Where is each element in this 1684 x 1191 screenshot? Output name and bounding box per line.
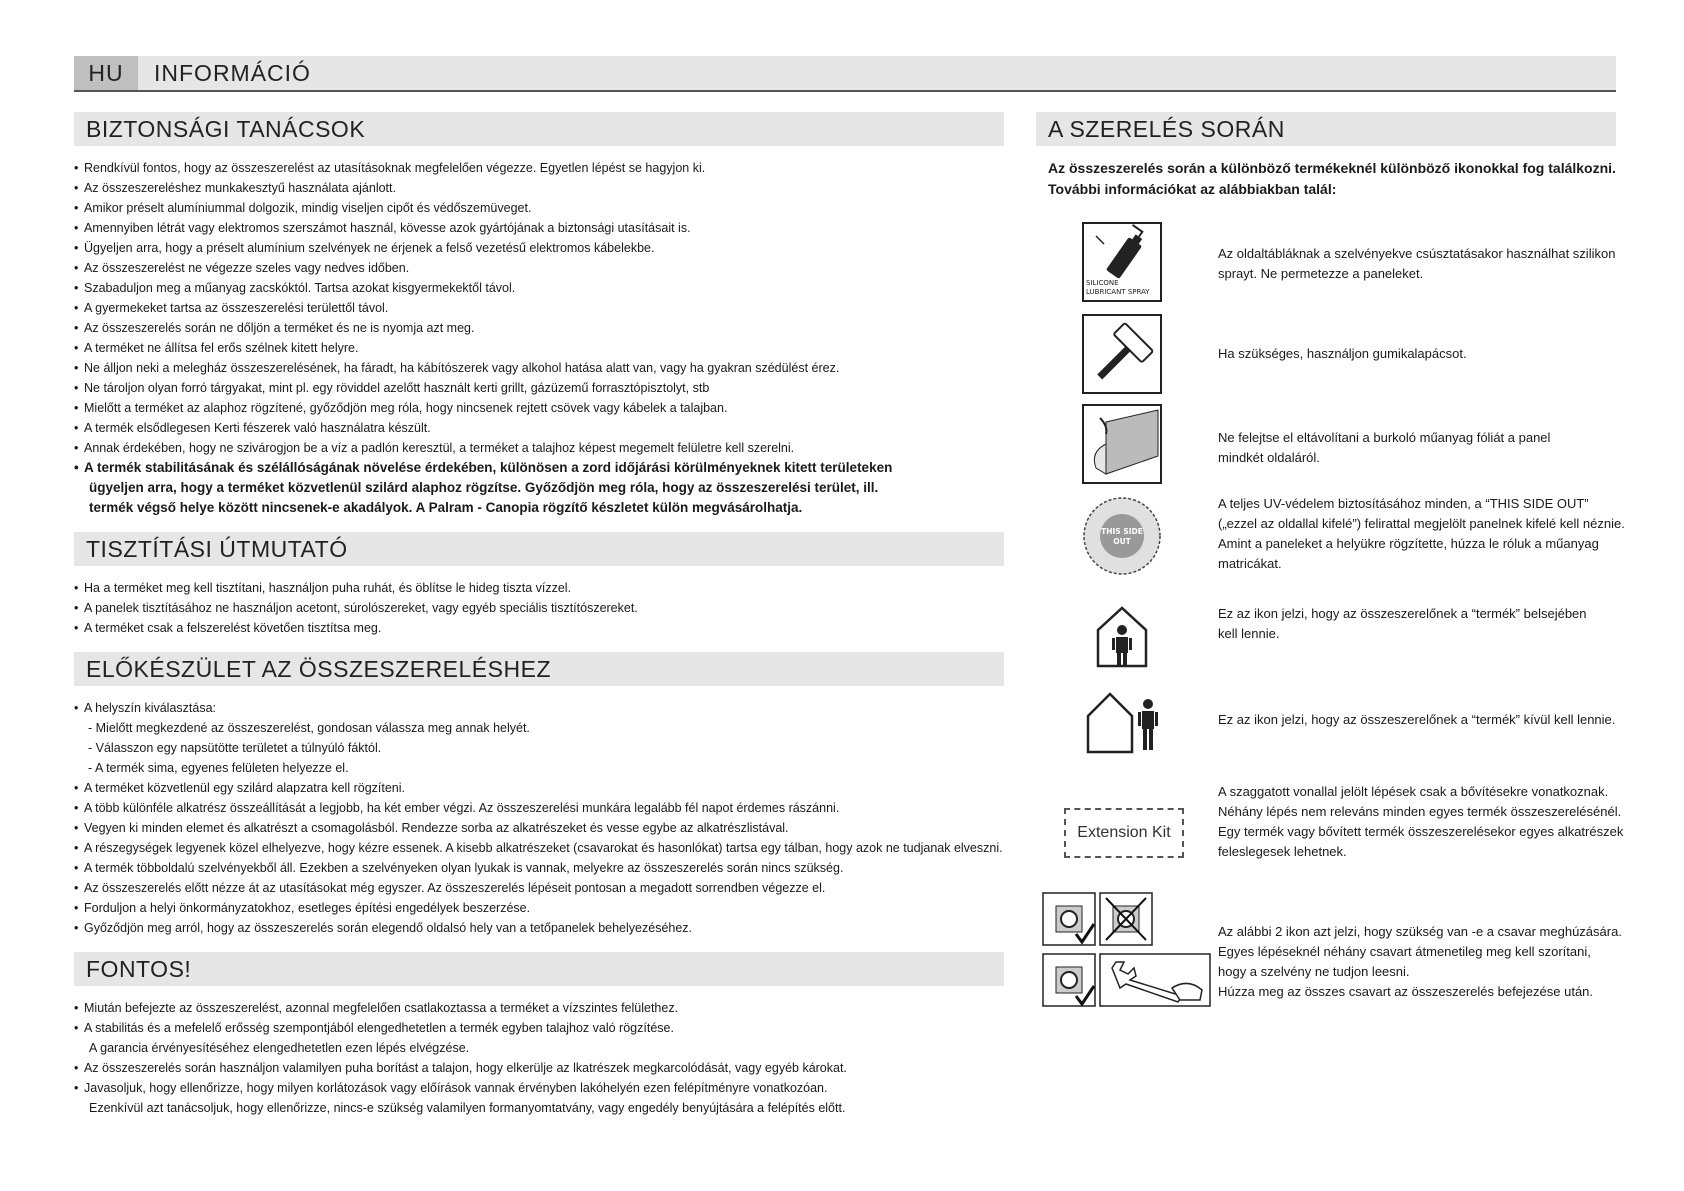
silicone-spray-icon [1082,222,1162,302]
spray-label: LUBRICANT SPRAY [1086,288,1150,296]
description-line: („ezzel az oldallal kifelé”) felirattal megjelölt panelnek kifelé kell néznie. [1218,516,1625,531]
page-header [74,56,1616,92]
icon-description [1218,244,1618,284]
description-line: kell lennie. [1218,626,1280,641]
cleaning-list [74,578,1004,638]
bold-list-item: • A termék stabilitásának és szélállóságának növelése érdekében, különösen a zord időjárási körülményeknek kitett területeken [74,458,1004,478]
list-item: • Amennyiben létrát vagy elektromos szerszámot használ, kövesse azok gyártójának a biztonsági utasításait is. [74,218,1004,238]
section-title-assembly: A SZERELÉS SORÁN [1036,112,1616,146]
safety-list [74,158,1004,518]
list-item: • Az összeszerelést ne végezze szeles vagy nedves időben. [74,258,1004,278]
extension-kit-label: Extension Kit [1077,824,1171,841]
list-item: • Mielőtt a terméket az alaphoz rögzítené, győződjön meg róla, hogy nincsenek rejtett csövek vagy kábelek a talajban. [74,398,1004,418]
page-title: INFORMÁCIÓ [154,60,311,86]
important-list [74,998,1004,1118]
list-item: • A több különféle alkatrész összeállítását a legjobb, ha két ember végzi. Az összeszerelési munkára legalább fél napot érdemes rászánni. [74,798,1004,818]
description-line: Néhány lépés nem releváns minden egyes termék összeszerelésénél. [1218,804,1622,819]
description-line: Az alábbi 2 ikon azt jelzi, hogy szükség van -e a csavar meghúzására. [1218,924,1622,939]
list-item: • Az összeszerelés során ne dőljön a terméket és ne is nyomja azt meg. [74,318,1004,338]
description-line: Ez az ikon jelzi, hogy az összeszerelőnek a “termék” belsejében [1218,606,1587,621]
description-line: Amint a paneleket a helyükre rögzítette, húzza le róluk a műanyag [1218,536,1599,551]
language-code: HU [74,56,138,90]
this-side-out-icon [1082,496,1162,576]
person-inside-icon [1082,600,1162,680]
icon-description [1218,428,1618,468]
description-line: Az oldaltábláknak a szelvényekve csúsztatásakor használhat szilikon [1218,246,1616,261]
description-line: hogy a szelvény ne tudjon leesni. [1218,964,1410,979]
description-line: Ha szükséges, használjon gumikalapácsot. [1218,346,1467,361]
list-item: • Javasoljuk, hogy ellenőrizze, hogy milyen korlátozások vagy előírások vannak érvényben lakóhelyén ezen felépítményre vonatkozóan. [74,1078,1004,1098]
list-item: • Forduljon a helyi önkormányzatokhoz, esetleges építési engedélyek beszerzése. [74,898,1004,918]
icon-description [1218,782,1624,862]
sub-list-item: - Mielőtt megkezdené az összeszerelést, gondosan válassza meg annak helyét. [88,721,530,735]
section-title-cleaning: TISZTÍTÁSI ÚTMUTATÓ [74,532,1004,566]
sub-list-item: - Válasszon egy napsütötte területet a túlnyúló fáktól. [88,741,382,755]
intro-line: Az összeszerelés során a különböző termékeknél különböző ikonokkal fog találkozni. [1048,160,1616,176]
left-column [74,112,1004,1132]
sub-list-item: - A termék sima, egyenes felületen helyezze el. [88,761,349,775]
icon-description [1218,922,1622,1002]
section-title-important: FONTOS! [74,952,1004,986]
list-item: • Ügyeljen arra, hogy a préselt alumínium szelvények ne érjenek a felső vezetésű elektromos kábelekbe. [74,238,1004,258]
list-item: • A terméket ne állítsa fel erős szélnek kitett helyre. [74,338,1004,358]
icon-description [1218,710,1618,730]
list-item: • A panelek tisztításához ne használjon acetont, súrolószereket, vagy egyéb speciális tisztítószereket. [74,598,1004,618]
list-item: • Ne álljon neki a melegház összeszerelésének, ha fáradt, ha kábítószerek vagy alkohol hatása alatt van, vagy ha gyakran szédülést érez. [74,358,1004,378]
list-item: • Miután befejezte az összeszerelést, azonnal megfelelően csatlakoztassa a terméket a vízszintes felülethez. [74,998,1004,1018]
description-line: feleslegesek lehetnek. [1218,844,1347,859]
spray-label: SILICONE [1086,279,1119,287]
bold-continuation-line: termék végső helye között nincsenek-e akadályok. A Palram - Canopia rögzítő készletet külön megvásárolhatja. [89,500,803,515]
description-line: Ez az ikon jelzi, hogy az összeszerelőnek a “termék” kívül kell lennie. [1218,712,1616,727]
preparation-list [74,698,1004,938]
list-item: • A helyszín kiválasztása: [74,698,1004,718]
list-item: • Annak érdekében, hogy ne szivárogjon be a víz a padlón keresztül, a terméket a talajhoz képest megemelt felületre kell szerelni. [74,438,1004,458]
screw-tightening-icon [1042,892,1212,1008]
list-item: • Szabaduljon meg a műanyag zacskóktól. Tartsa azokat kisgyermekektől távol. [74,278,1004,298]
right-column [1036,112,1625,999]
list-item: • Ha a terméket meg kell tisztítani, használjon puha ruhát, és öblítse le hideg tiszta vízzel. [74,578,1004,598]
list-item: • Győződjön meg arról, hogy az összeszerelés során elegendő oldalsó hely van a tetőpanelek behelyezéséhez. [74,918,1004,938]
description-line: sprayt. Ne permetezze a paneleket. [1218,266,1424,281]
list-item: • Az összeszerelés előtt nézze át az utasításokat még egyszer. Az összeszerelés lépéseit pontosan a megadott sorrendben végezze el. [74,878,1004,898]
icon-description [1218,494,1625,574]
icon-description [1218,344,1618,364]
badge-label: OUT [1113,537,1131,546]
list-item: • A stabilitás és a mefelelő erősség szempontjából elengedhetetlen a termék egyben talajhoz való rögzítése. [74,1018,1004,1038]
description-line: Egy termék vagy bővített termék összeszerelésekor egyes alkatrészek [1218,824,1624,839]
assembly-intro [1048,158,1616,200]
description-line: A teljes UV-védelem biztosításához minden, a “THIS SIDE OUT” [1218,496,1589,511]
list-item: • Amikor préselt alumíniummal dolgozik, mindig viseljen cipőt és védőszemüveget. [74,198,1004,218]
continuation-line: Ezenkívül azt tanácsoljuk, hogy ellenőrizze, nincs-e szükség valamilyen formanyomtatvány, vagy engedély benyújtására a felépítés előtt. [89,1101,846,1115]
intro-line: További információkat az alábbiakban talál: [1048,181,1337,197]
list-item: • Ne tároljon olyan forró tárgyakat, mint pl. egy röviddel azelőtt használt kerti grillt, gázüzemű forrasztópisztolyt, stb [74,378,1004,398]
section-title-preparation: ELŐKÉSZÜLET AZ ÖSSZESZERELÉSHEZ [74,652,1004,686]
description-line: Húzza meg az összes csavart az összeszerelés befejezése után. [1218,984,1594,999]
continuation-line: A garancia érvényesítéséhez elengedhetetlen ezen lépés elvégzése. [89,1041,470,1055]
description-line: matricákat. [1218,556,1282,571]
badge-label: THIS SIDE [1101,527,1143,536]
list-item: • A termék többoldalú szelvényekből áll. Ezekben a szelvényeken olyan lyukak is vannak, melyekre az összeszerelés során nincs szükség. [74,858,1004,878]
list-item: • Az összeszereléshez munkakesztyű használata ajánlott. [74,178,1004,198]
bold-continuation-line: ügyeljen arra, hogy a terméket közvetlenül szilárd alaphoz rögzítse. Győződjön meg róla, hogy az összeszerelési terület, ill. [89,480,879,495]
list-item: • Az összeszerelés során használjon valamilyen puha borítást a talajon, hogy elkerülje az lkatrészek megkarcolódását, vagy egyéb károkat. [74,1058,1004,1078]
list-item: • A részegységek legyenek közel elhelyezve, hogy kézre essenek. A kisebb alkatrészeket (csavarokat és hasonlókat) tartsa egy tálban, hogy azok ne tudjanak elveszni. [74,838,1004,858]
description-line: Ne felejtse el eltávolítani a burkoló műanyag fóliát a panel [1218,430,1551,445]
extension-kit-icon [1064,808,1184,858]
section-title-safety: BIZTONSÁGI TANÁCSOK [74,112,1004,146]
description-line: mindkét oldaláról. [1218,450,1320,465]
list-item: • A terméket közvetlenül egy szilárd alapzatra kell rögzíteni. [74,778,1004,798]
person-outside-icon [1082,686,1162,766]
list-item: • A gyermekeket tartsa az összeszerelési területtől távol. [74,298,1004,318]
description-line: Egyes lépéseknél néhány csavart átmenetileg meg kell szorítani, [1218,944,1591,959]
list-item: • Vegyen ki minden elemet és alkatrészt a csomagolásból. Rendezze sorba az alkatrészeket és vesse egybe az alkatrészlistával. [74,818,1004,838]
list-item: • Rendkívül fontos, hogy az összeszerelést az utasításoknak megfelelően végezze. Egyetlen lépést se hagyjon ki. [74,158,1004,178]
mallet-icon [1082,314,1162,394]
list-item: • A terméket csak a felszerelést követően tisztítsa meg. [74,618,1004,638]
list-item: • A termék elsődlegesen Kerti fészerek való használatra készült. [74,418,1004,438]
icon-description [1218,604,1618,644]
description-line: A szaggatott vonallal jelölt lépések csak a bővítésekre vonatkoznak. [1218,784,1609,799]
peel-film-icon [1082,404,1162,484]
